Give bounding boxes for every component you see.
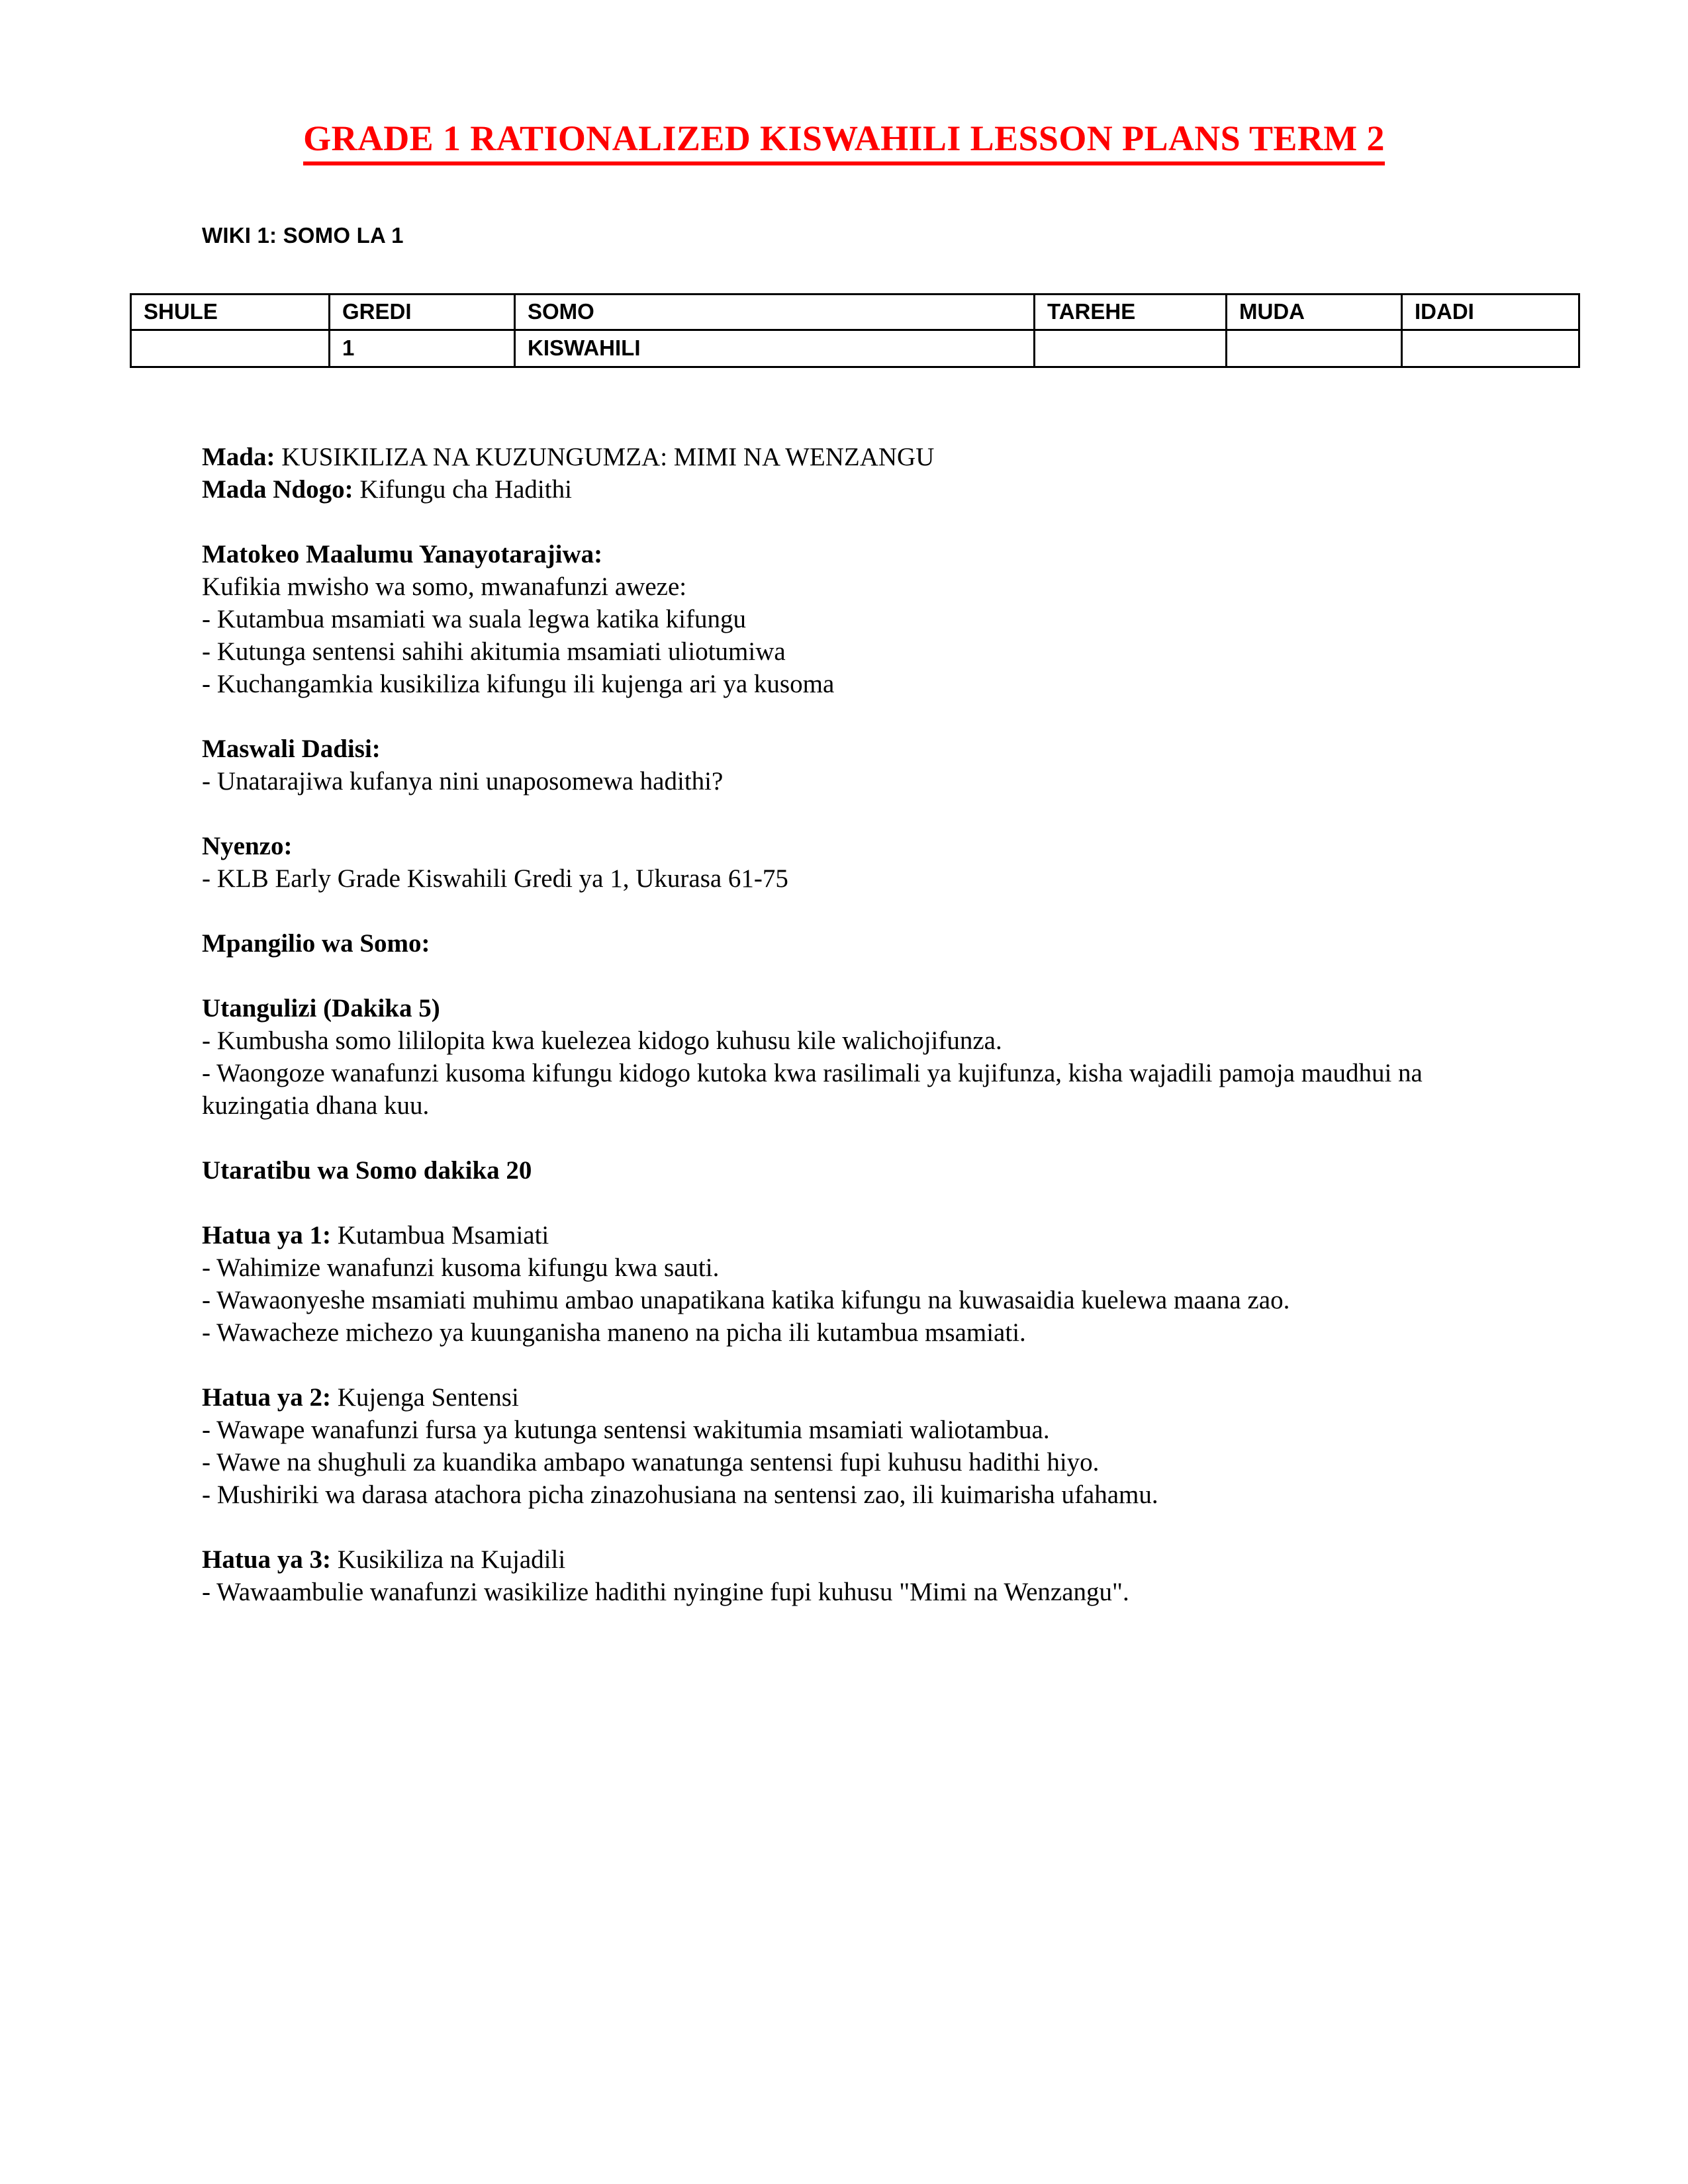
spacer [202,506,1519,538]
mada-ndogo-line [202,473,1519,506]
page-title [0,116,1688,165]
list-item: - Kumbusha somo lililopita kwa kuelezea kidogo kuhusu kile walichojifunza. [202,1026,1002,1055]
table-header-somo: SOMO [515,295,1035,330]
spacer [202,700,1519,733]
list-item: - Wawacheze michezo ya kuunganisha maneno na picha ili kutambua msamiati. [202,1318,1026,1347]
list-item: - Wawaambulie wanafunzi wasikilize hadithi nyingine fupi kuhusu "Mimi na Wenzangu". [202,1578,1129,1606]
mada-value: KUSIKILIZA NA KUZUNGUMZA: MIMI NA WENZANGU [275,443,935,471]
table-cell-gredi[interactable]: 1 [330,330,515,367]
table-row [131,295,1579,330]
lesson-info-table [130,293,1578,368]
table-cell-tarehe[interactable] [1035,330,1227,367]
matokeo-heading: Matokeo Maalumu Yanayotarajiwa: [202,540,603,569]
table-cell-somo[interactable]: KISWAHILI [515,330,1035,367]
list-item: - Kutambua msamiati wa suala legwa katika kifungu [202,605,747,633]
hatua-2-heading [202,1381,1519,1414]
spacer [202,960,1519,992]
nyenzo-heading: Nyenzo: [202,832,293,860]
table-header-tarehe: TAREHE [1035,295,1227,330]
list-item: - Kutunga sentensi sahihi akitumia msamiati uliotumiwa [202,637,786,666]
hatua-1-heading [202,1219,1519,1251]
list-item: - Wawe na shughuli za kuandika ambapo wanatunga sentensi fupi kuhusu hadithi hiyo. [202,1448,1100,1477]
spacer [202,1511,1519,1543]
matokeo-intro: Kufikia mwisho wa somo, mwanafunzi aweze: [202,572,687,601]
spacer [202,1122,1519,1154]
table-cell-muda[interactable] [1227,330,1402,367]
list-item: - Wahimize wanafunzi kusoma kifungu kwa sauti. [202,1253,720,1282]
spacer [202,1187,1519,1219]
table-header-gredi: GREDI [330,295,515,330]
list-item: - Mushiriki wa darasa atachora picha zinazohusiana na sentensi zao, ili kuimarisha ufahamu. [202,1480,1158,1509]
mpangilio-heading: Mpangilio wa Somo: [202,929,430,958]
table-header-idadi: IDADI [1402,295,1579,330]
table-cell-shule[interactable] [131,330,330,367]
list-item: - KLB Early Grade Kiswahili Gredi ya 1, Ukurasa 61-75 [202,864,788,893]
hatua-1-label: Hatua ya 1: [202,1221,331,1250]
mada-label: Mada: [202,443,275,471]
hatua-2-title: Kujenga Sentensi [331,1383,519,1412]
hatua-3-title: Kusikiliza na Kujadili [331,1545,566,1574]
hatua-1-title: Kutambua Msamiati [331,1221,549,1250]
list-item: - Wawape wanafunzi fursa ya kutunga sentensi wakitumia msamiati waliotambua. [202,1416,1050,1444]
list-item: - Wawaonyeshe msamiati muhimu ambao unapatikana katika kifungu na kuwasaidia kuelewa maana zao. [202,1286,1290,1314]
table-header-muda: MUDA [1227,295,1402,330]
mada-ndogo-label: Mada Ndogo: [202,475,353,504]
spacer [202,895,1519,927]
lesson-body [202,441,1519,1608]
spacer [202,1349,1519,1381]
utaratibu-heading: Utaratibu wa Somo dakika 20 [202,1156,532,1185]
table-row [131,330,1579,367]
list-item: - Unatarajiwa kufanya nini unaposomewa hadithi? [202,767,724,796]
list-item: - Kuchangamkia kusikiliza kifungu ili kujenga ari ya kusoma [202,670,835,698]
table-cell-idadi[interactable] [1402,330,1579,367]
list-item: - Waongoze wanafunzi kusoma kifungu kidogo kutoka kwa rasilimali ya kujifunza, kisha wajadili pamoja maudhui na kuzingatia dhana kuu. [202,1059,1423,1120]
mada-ndogo-value: Kifungu cha Hadithi [353,475,572,504]
week-lesson-label: WIKI 1: SOMO LA 1 [202,223,404,248]
hatua-3-heading [202,1543,1519,1576]
hatua-2-label: Hatua ya 2: [202,1383,331,1412]
page-title-text: GRADE 1 RATIONALIZED KISWAHILI LESSON PLANS TERM 2 [303,116,1385,165]
hatua-3-label: Hatua ya 3: [202,1545,331,1574]
utangulizi-heading: Utangulizi (Dakika 5) [202,994,440,1023]
maswali-heading: Maswali Dadisi: [202,735,381,763]
spacer [202,797,1519,830]
mada-line [202,441,1519,473]
table-header-shule: SHULE [131,295,330,330]
